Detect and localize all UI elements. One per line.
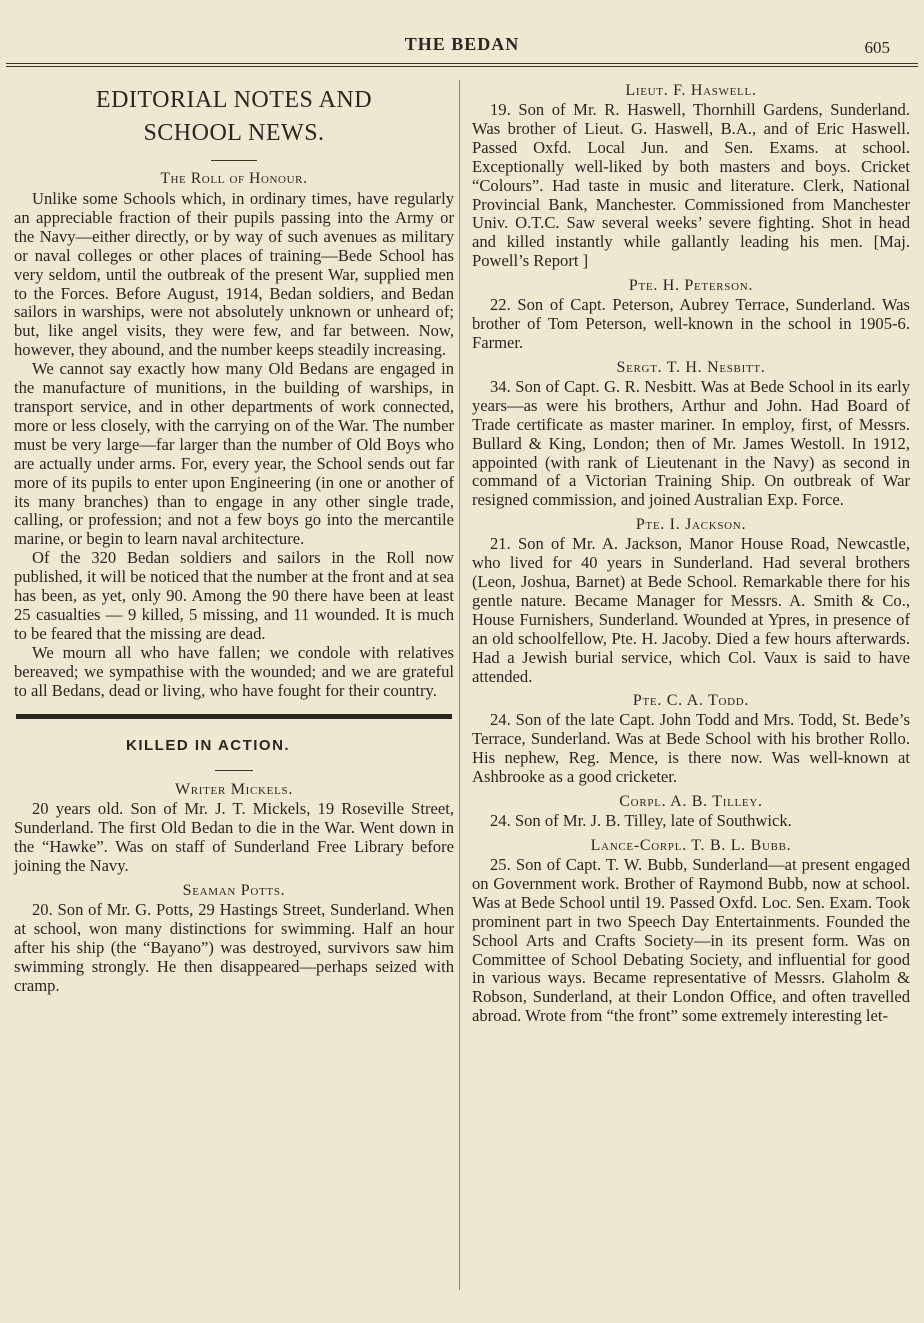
entry-body: 21. Son of Mr. A. Jackson, Manor House Road, Newcastle, who lived for 40 years in Sunderland. Had several brothers (Leon, Joshua, Barnet) at Bede School. Remarkable there for his gentle nature. Became Manager for Messrs. A. Smith & Co., House Furnishers, Sunderland. Wounded at Ypres, in presence of an old schoolfellow, Pte. H. Jacoby. Died a few hours afterwards. Had a Jewish burial service, which Col. Vaux is said to have attended. [472, 534, 910, 686]
obituary-entry [14, 880, 454, 996]
obituary-entry [472, 514, 910, 686]
obituary-entry [472, 80, 910, 271]
journal-title: THE BEDAN [404, 34, 520, 54]
page-number: 605 [864, 38, 890, 57]
entry-body: 22. Son of Capt. Peterson, Aubrey Terrace, Sunderland. Was brother of Tom Peterson, well-known in the school in 1905-6. Farmer. [472, 295, 910, 352]
column-divider [459, 80, 460, 1290]
obituary-entry [472, 690, 910, 787]
entry-name: Pte. I. Jackson. [635, 516, 747, 534]
headline-line-1: EDITORIAL NOTES AND [95, 87, 373, 113]
entry-name: Writer Mickels. [174, 781, 294, 799]
paragraph: We cannot say exactly how many Old Bedans are engaged in the manufacture of munitions, in the building of warships, in transport service, and in other departments of work connected, more or less closely, with the carrying on of the War. The number must be very large—far larger than the number of Old Boys who are actually under arms. For, every year, the School sends out far more of its pupils to enter upon Engineering (in one or another of its many branches) than to engage in any other single trade, calling, or profession; and not a few boys go into the mercantile marine, or begin to learn naval architecture. [14, 359, 454, 549]
entry-name: Lance-Corpl. T. B. L. Bubb. [590, 837, 792, 854]
header-rule [6, 63, 918, 67]
obituary-entry [472, 357, 910, 510]
entry-body: 25. Son of Capt. T. W. Bubb, Sunderland—at present engaged on Government work. Brother of Raymond Bubb, now at school. Was at Bede School until 19. Passed Oxfd. Loc. Sen. Exam. Took prominent part in two Speech Day Entertainments. Founded the School Arts and Crafts Society—in its present form. Was on Committee of School Debating Society, and influential for good in various ways. Became representative of Messrs. Glaholm & Robson, Sunderland, at their London Office, and often travelled abroad. Wrote from “the front” some extremely interesting let- [472, 855, 910, 1026]
headline-rule [211, 160, 257, 161]
obituary-entry [472, 835, 910, 1026]
editorial-text [14, 190, 454, 700]
paragraph: We mourn all who have fallen; we condole with relatives bereaved; we sympathise with the wounded; and we are grateful to all Bedans, dead or living, who have fought for their country. [14, 642, 454, 700]
entry-name: Corpl. A. B. Tilley. [619, 793, 763, 811]
entry-body: 24. Son of Mr. J. B. Tilley, late of Southwick. [490, 811, 792, 831]
headline-line-2: SCHOOL NEWS. [143, 120, 325, 146]
headline [14, 84, 454, 150]
entry-body: 34. Son of Capt. G. R. Nesbitt. Was at Bede School in its early years—as were his brothers, Arthur and John. Had Board of Trade certificate as master mariner. In employ, first, of Messrs. Bullard & King, London; then of Mr. James Westoll. In 1912, appointed (with rank of Lieutenant in the Navy) as second in command of a Victorian Training Ship. On outbreak of War resigned commission, and joined Australian Exp. Force. [472, 376, 910, 510]
entry-body: 20. Son of Mr. G. Potts, 29 Hastings Street, Sunderland. When at school, won many distinctions for swimming. Half an hour after his ship (the “Bayano”) was destroyed, survivors saw him swimming strongly. He then disappeared—perhaps seized with cramp. [14, 900, 454, 995]
entry-name: Pte. H. Peterson. [628, 277, 754, 295]
roll-of-honour-subhead: The Roll of Honour. [160, 170, 308, 187]
entry-name: Seaman Potts. [182, 882, 286, 899]
entry-body: 20 years old. Son of Mr. J. T. Mickels, 19 Roseville Street, Sunderland. The first Old Bedan to die in the War. Went down in the “Hawke”. Was on staff of Sunderland Free Library before joining the Navy. [14, 799, 454, 876]
entry-body: 24. Son of the late Capt. John Todd and Mrs. Todd, St. Bede’s Terrace, Sunderland. Was at Bede School with his brother Rollo. His nephew, Reg. Mence, is there now. Was well-known at Ashbrooke as a good cricketer. [472, 710, 910, 787]
obituary-entry [472, 791, 910, 831]
section-divider [16, 714, 452, 719]
entry-name: Pte. C. A. Todd. [632, 692, 750, 710]
section-title: KILLED IN ACTION. [126, 737, 291, 755]
entry-name: Lieut. F. Haswell. [625, 82, 757, 99]
obituary-entry [14, 779, 454, 876]
section-title-rule [215, 770, 253, 771]
right-column [472, 80, 910, 1026]
entry-body: 19. Son of Mr. R. Haswell, Thornhill Gardens, Sunderland. Was brother of Lieut. G. Haswell, B.A., and of Eric Haswell. Passed Oxfd. Local Jun. and Sen. Exams. at school. Exceptionally well-liked by both masters and boys. Cricket “Colours”. Had taste in music and literature. Clerk, National Provincial Bank, Manchester. Commissioned from Manchester Univ. O.T.C. Saw several weeks’ severe fighting. Shot in head and killed instantly while gallantly leading his men. [Maj. Powell’s Report ] [472, 100, 910, 271]
entry-name: Sergt. T. H. Nesbitt. [616, 358, 766, 376]
paragraph: Unlike some Schools which, in ordinary times, have regularly an appreciable fraction of their pupils passing into the Army or the Navy—either directly, or by way of such avenues as military or naval colleges or other places of training—Bede School has very seldom, until the outbreak of the present War, supplied men to the Forces. Before August, 1914, Bedan soldiers, and Bedan sailors in warships, were not absolutely unknown or unheard of; but, like angel visits, they were few, and far between. Now, however, they abound, and the number keeps steadily increasing. [14, 189, 454, 360]
obituary-entry [472, 275, 910, 353]
left-column [14, 80, 454, 996]
paragraph: Of the 320 Bedan soldiers and sailors in the Roll now published, it will be noticed that the number at the front and at sea has been, as yet, only 90. Among the 90 there have been at least 25 casualties — 9 killed, 5 missing, and 11 wounded. It is much to be feared that the missing are dead. [14, 548, 454, 643]
